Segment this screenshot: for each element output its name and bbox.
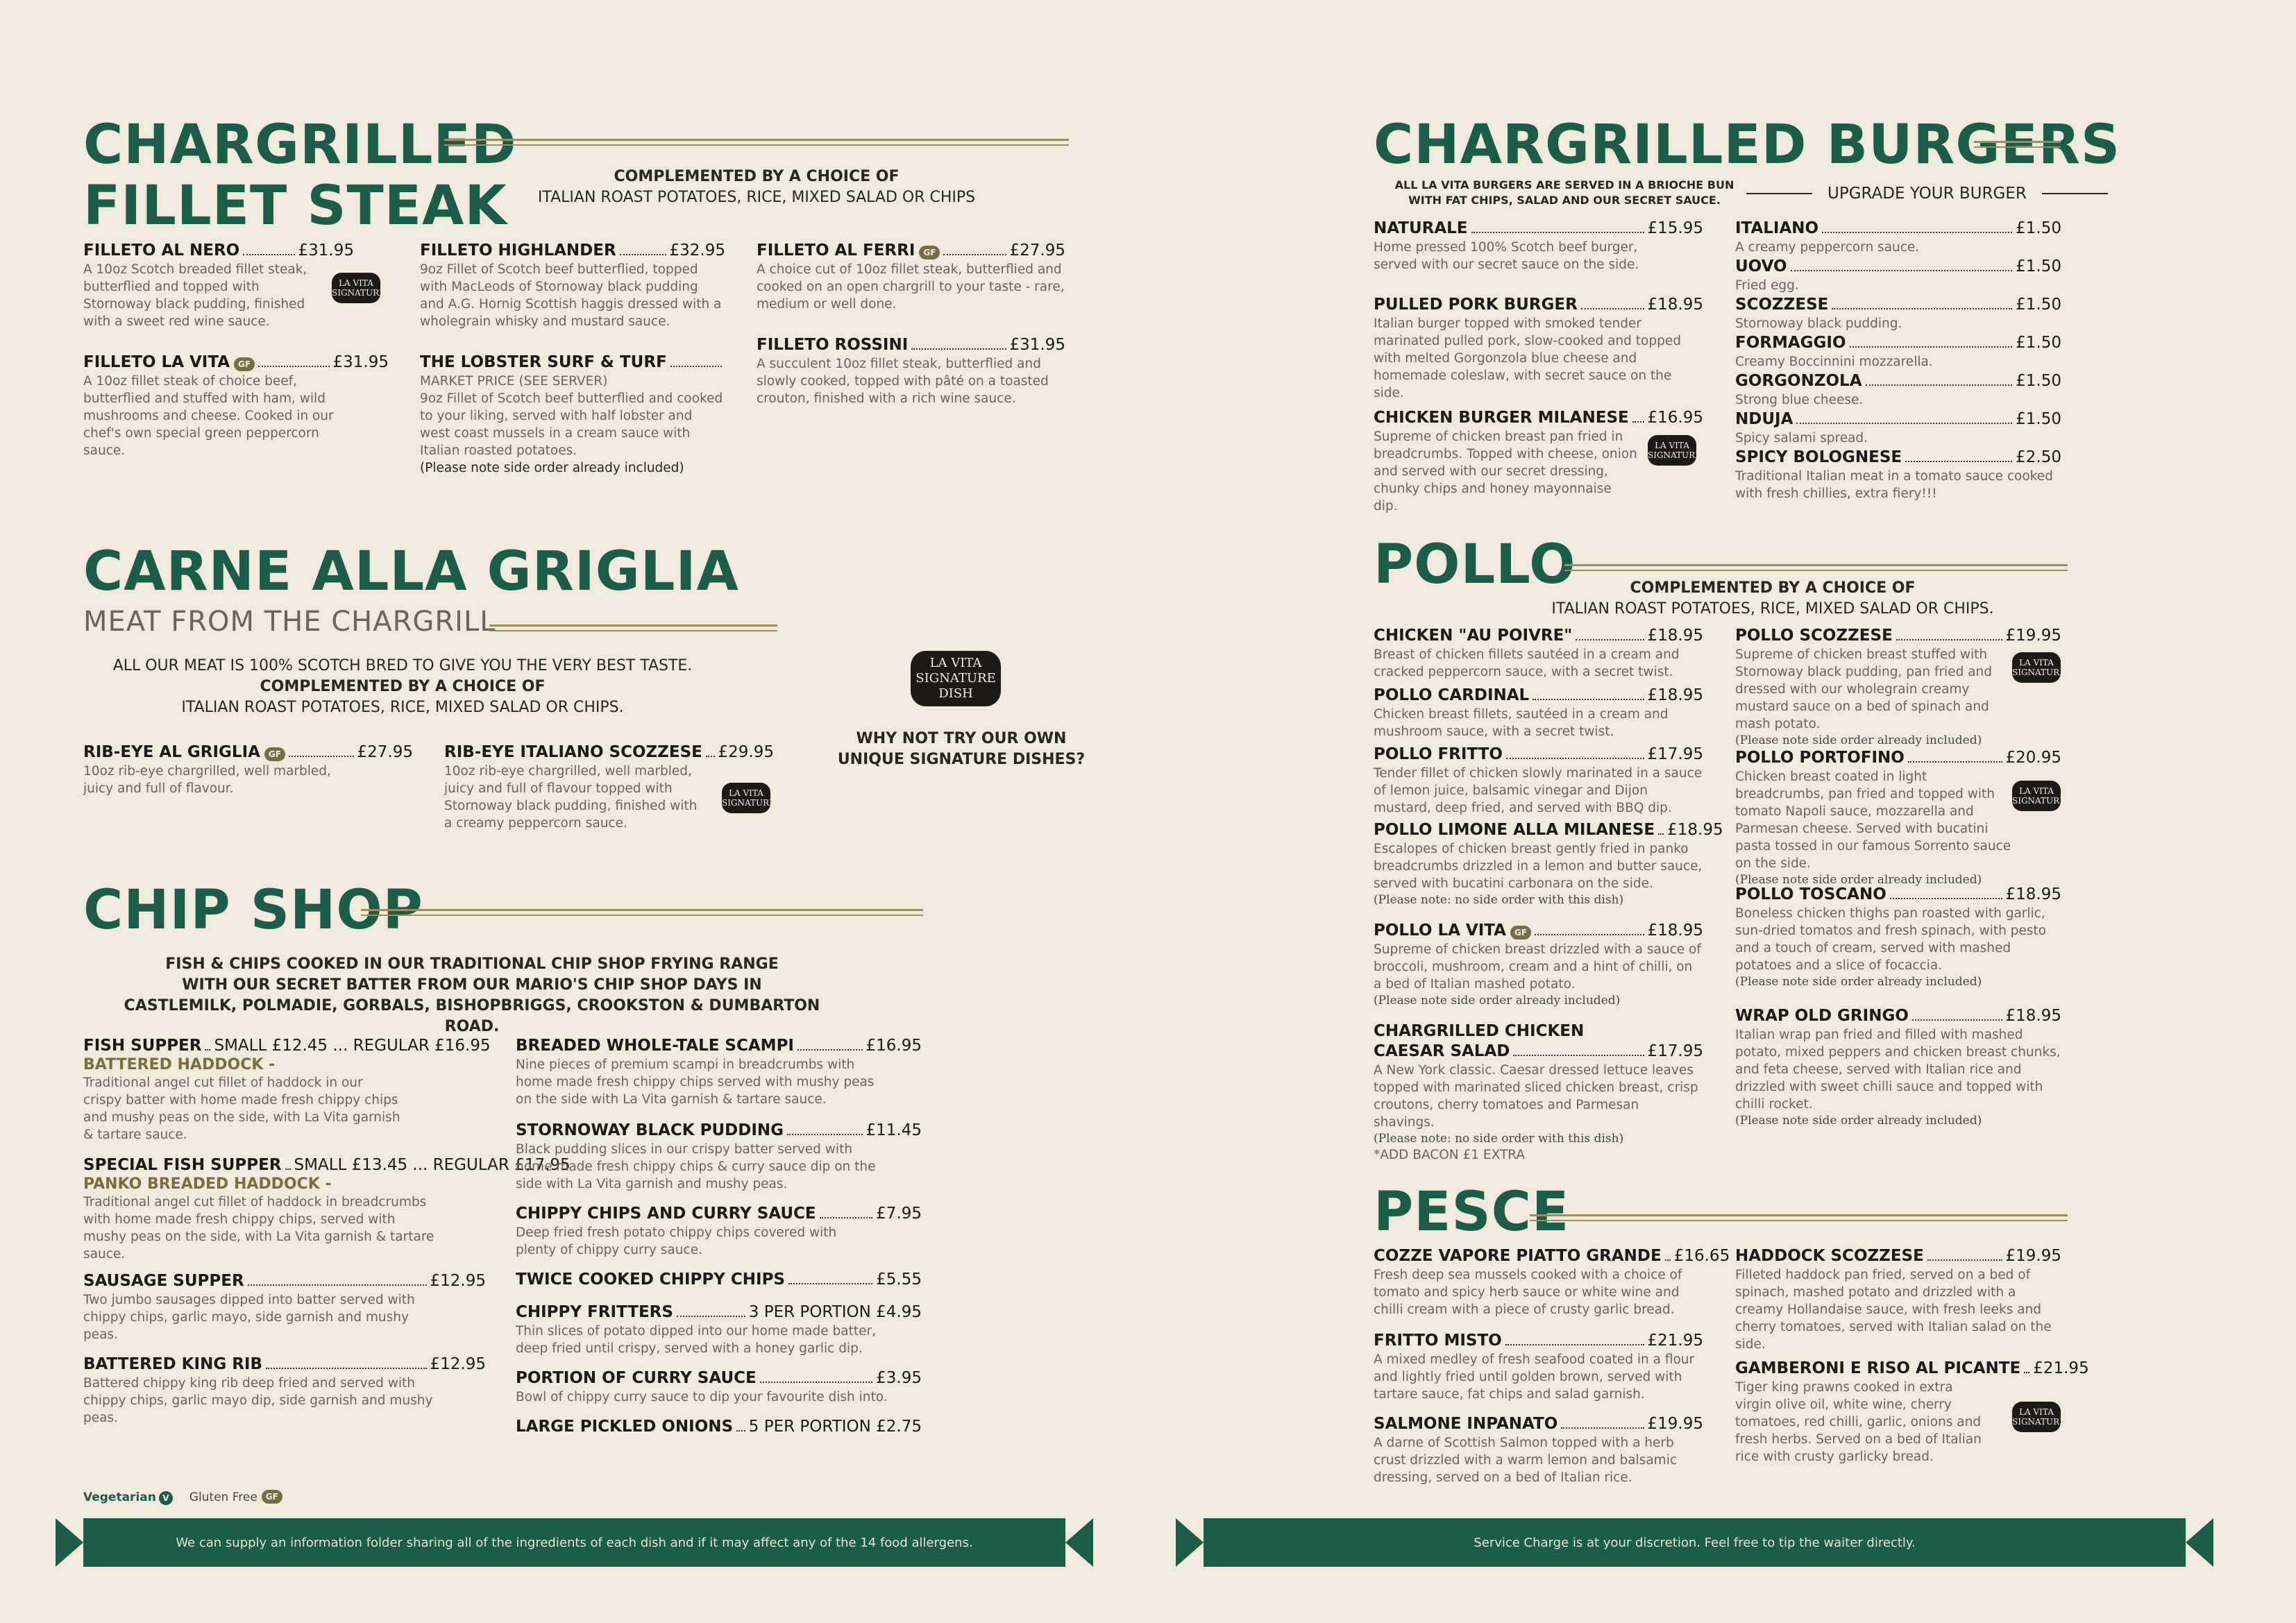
menu-item: POLLO SCOZZESE £19.95 Supreme of chicken breast stuffed with Stornoway black pudding, pan fried and dressed with our wholegrain creamy mustard sauce on a bed of spinach and mash potato. (Please note side order already included) <box>1735 627 2061 747</box>
menu-item: FILLETO LA VITA GF £31.95 A 10oz fillet steak of choice beef, butterflied and stuffed with ham, wild mushrooms and cheese. Cooked in our chef's own special green peppercorn sauce. <box>83 353 389 458</box>
right-page <box>1148 0 2296 1623</box>
menu-item: POLLO LIMONE ALLA MILANESE £18.95 Escalopes of chicken breast gently fried in panko breadcrumbs drizzled in a lemon and butter sauce, served with bucatini carbonara on the side. (Please note: no side order with this dish) <box>1374 821 1723 907</box>
upgrade-item: SPICY BOLOGNESE £2.50 Traditional Italian meat in a tomato sauce cooked with fresh chillies, extra fiery!!! <box>1735 448 2061 501</box>
dietary-legend: Vegetarian V Gluten Free GF <box>83 1490 282 1505</box>
section-title-steak: CHARGRILLED FILLET STEAK <box>83 114 517 237</box>
divider-rule <box>1564 561 2068 576</box>
upgrade-item: UOVO £1.50 Fried egg. <box>1735 257 2061 293</box>
menu-item: POLLO LA VITA GF £18.95 Supreme of chicken breast drizzled with a sauce of broccoli, mushroom, cream and a hint of chilli, on a bed of Italian mashed potato. (Please note side order already included) <box>1374 921 1703 1008</box>
upgrade-item: GORGONZOLA £1.50 Strong blue cheese. <box>1735 372 2061 407</box>
carne-subtitle: MEAT FROM THE CHARGRILL <box>83 606 496 638</box>
gluten-free-icon: GF <box>919 246 940 260</box>
menu-item: POLLO CARDINAL £18.95 Chicken breast fillets, sautéed in a cream and mushroom sauce, with a secret twist. <box>1374 686 1703 739</box>
signature-dish-badge: LA VITA SIGNATURE <box>2012 781 2061 811</box>
menu-item: RIB-EYE ITALIANO SCOZZESE £29.95 10oz rib-eye chargrilled, well marbled, juicy and full of flavour topped with Stornoway black pudding, finished with a creamy peppercorn sauce. <box>444 743 774 831</box>
menu-item: GAMBERONI E RISO AL PICANTE £21.95 Tiger king prawns cooked in extra virgin olive oil, white wine, cherry tomatoes, red chilli, garlic, onions and fresh herbs. Served on a bed of Italian rice with crusty garlicky bread. <box>1735 1359 2089 1464</box>
upgrade-item: ITALIANO £1.50 A creamy peppercorn sauce. <box>1735 219 2061 255</box>
signature-dish-badge: LA VITA SIGNATURE <box>722 783 770 813</box>
divider-rule <box>361 906 923 921</box>
menu-item: CHIPPY CHIPS AND CURRY SAUCE £7.95 Deep fried fresh potato chippy chips covered with plenty of chippy curry sauce. <box>516 1205 922 1257</box>
section-title-pollo: POLLO <box>1374 534 1576 596</box>
menu-item: THE LOBSTER SURF & TURF MARKET PRICE (SEE SERVER) 9oz Fillet of Scotch beef butterflied and cooked to your liking, served with half lobster and west coast mussels in a cream sauce with Italian roasted potatoes. (Please note side order already included) <box>420 353 723 475</box>
burger-info: ALL LA VITA BURGERS ARE SERVED IN A BRIOCHE BUN WITH FAT CHIPS, SALAD AND OUR SECRET SAUCE. <box>1394 178 1734 207</box>
carne-info: ALL OUR MEAT IS 100% SCOTCH BRED TO GIVE YOU THE VERY BEST TASTE. COMPLEMENTED BY A CHOICE OF ITALIAN ROAST POTATOES, RICE, MIXED SALAD OR CHIPS. <box>112 657 693 716</box>
gluten-free-icon: GF <box>262 1490 282 1504</box>
steak-complement: COMPLEMENTED BY A CHOICE OF ITALIAN ROAST POTATOES, RICE, MIXED SALAD OR CHIPS <box>537 168 976 206</box>
divider-rule <box>489 621 777 636</box>
gluten-free-icon: GF <box>234 357 255 371</box>
service-charge-banner: Service Charge is at your discretion. Feel free to tip the waiter directly. <box>1204 1518 2186 1567</box>
menu-item: WRAP OLD GRINGO £18.95 Italian wrap pan fried and filled with mashed potato, mixed peppers and chicken breast chunks, and feta cheese, served with Italian rice and drizzled with sweet chilli sauce and topped with chilli rocket. (Please note side order already included) <box>1735 1007 2061 1128</box>
upgrade-item: SCOZZESE £1.50 Stornoway black pudding. <box>1735 296 2061 331</box>
divider-rule <box>1530 1211 2068 1226</box>
divider-rule <box>444 135 1069 151</box>
signature-promo: WHY NOT TRY OUR OWN UNIQUE SIGNATURE DISHES? <box>837 730 1086 768</box>
section-title-chip-shop: CHIP SHOP <box>83 879 423 942</box>
menu-item: FILLETO AL NERO £31.95 A 10oz Scotch breaded fillet steak, butterflied and topped with Stornoway black pudding, finished with a sweet red wine sauce. <box>83 241 354 329</box>
menu-item: FILLETO ROSSINI £31.95 A succulent 10oz fillet steak, butterflied and slowly cooked, topped with pâté on a toasted crouton, finished with a rich wine sauce. <box>757 336 1065 406</box>
menu-item: COZZE VAPORE PIATTO GRANDE £16.65 Fresh deep sea mussels cooked with a choice of tomato and spicy herb sauce or white wine and chilli cream with a piece of crusty garlic bread. <box>1374 1247 1730 1317</box>
menu-item: RIB-EYE AL GRIGLIA GF £27.95 10oz rib-eye chargrilled, well marbled, juicy and full of flavour. <box>83 743 413 796</box>
menu-item: POLLO TOSCANO £18.95 Boneless chicken thighs pan roasted with garlic, sun-dried tomatos and fresh spinach, with pesto and a touch of cream, served with mashed potatoes and a slice of focaccia. (Please note side order already included) <box>1735 885 2061 989</box>
section-title-burgers: CHARGRILLED BURGERS <box>1374 114 2121 176</box>
menu-item: LARGE PICKLED ONIONS 5 PER PORTION £2.75 <box>516 1418 922 1436</box>
menu-item: PULLED PORK BURGER £18.95 Italian burger topped with smoked tender marinated pulled pork, slow-cooked and topped with melted Gorgonzola blue cheese and homemade coleslaw, with secret sauce on the side. <box>1374 296 1703 400</box>
menu-item: FISH SUPPER SMALL £12.45 ... REGULAR £16.95 BATTERED HADDOCK - Traditional angel cut fillet of haddock in our crispy batter with home made fresh chippy chips and mushy peas on the side, with La Vita garnish & tartare sauce. <box>83 1037 491 1142</box>
upgrade-item: NDUJA £1.50 Spicy salami spread. <box>1735 410 2061 445</box>
signature-dish-badge: LA VITA SIGNATURE <box>2012 1402 2061 1432</box>
allergen-banner: We can supply an information folder sharing all of the ingredients of each dish and if it may affect any of the 14 food allergens. <box>83 1518 1065 1567</box>
signature-dish-badge: LA VITA SIGNATURE <box>332 273 380 303</box>
menu-item: POLLO FRITTO £17.95 Tender fillet of chicken slowly marinated in a sauce of lemon juice, balsamic vinegar and Dijon mustard, deep fried, and served with BBQ dip. <box>1374 745 1703 815</box>
signature-dish-badge: LA VITA SIGNATURE DISH <box>911 651 1001 706</box>
signature-dish-badge: LA VITA SIGNATURE <box>2012 652 2061 683</box>
pollo-complement: COMPLEMENTED BY A CHOICE OF ITALIAN ROAST POTATOES, RICE, MIXED SALAD OR CHIPS. <box>1551 579 1994 618</box>
section-title-pesce: PESCE <box>1374 1181 1570 1243</box>
section-title-carne: CARNE ALLA GRIGLIA <box>83 541 739 603</box>
menu-item: BREADED WHOLE-TALE SCAMPI £16.95 Nine pieces of premium scampi in breadcrumbs with home made fresh chippy chips served with mushy peas on the side with La Vita garnish & tartare sauce. <box>516 1037 922 1107</box>
menu-item: STORNOWAY BLACK PUDDING £11.45 Black pudding slices in our crispy batter served with home made fresh chippy chips & curry sauce dip on the side with La Vita garnish and mushy peas. <box>516 1121 922 1191</box>
menu-item: SPECIAL FISH SUPPER SMALL £13.45 ... REGULAR £17.95 PANKO BREADED HADDOCK - Traditional angel cut fillet of haddock in breadcrumbs with home made fresh chippy chips, served with mushy peas on the side, with La Vita garnish & tartare sauce. <box>83 1156 571 1261</box>
menu-item: CHICKEN BURGER MILANESE £16.95 Supreme of chicken breast pan fried in breadcrumbs. Topped with cheese, onion and served with our secret dressing, chunky chips and honey mayonnaise dip. <box>1374 409 1703 513</box>
menu-item: PORTION OF CURRY SAUCE £3.95 Bowl of chippy curry sauce to dip your favourite dish into. <box>516 1369 922 1404</box>
menu-item: SALMONE INPANATO £19.95 A darne of Scottish Salmon topped with a herb crust drizzled with a warm lemon and balsamic dressing, served on a bed of Italian rice. <box>1374 1415 1703 1485</box>
divider-rule <box>1974 137 2061 153</box>
upgrade-header: UPGRADE YOUR BURGER <box>1731 185 2123 203</box>
menu-item: SAUSAGE SUPPER £12.95 Two jumbo sausages dipped into batter served with chippy chips, garlic mayo, side garnish and mushy peas. <box>83 1272 486 1342</box>
vegetarian-icon: V <box>159 1491 173 1505</box>
chip-shop-info: FISH & CHIPS COOKED IN OUR TRADITIONAL CHIP SHOP FRYING RANGE WITH OUR SECRET BATTER FROM OUR MARIO'S CHIP SHOP DAYS IN CASTLEMILK, POLMADIE, GORBALS, BISHOPBRIGGS, CROOKSTON & DUMBARTON ROAD. <box>124 955 820 1035</box>
menu-item: TWICE COOKED CHIPPY CHIPS £5.55 <box>516 1271 922 1289</box>
signature-dish-badge: LA VITA SIGNATURE <box>1648 435 1696 466</box>
upgrade-item: FORMAGGIO £1.50 Creamy Boccinnini mozzarella. <box>1735 334 2061 369</box>
menu-item: FILLETO HIGHLANDER £32.95 9oz Fillet of Scotch beef butterflied, topped with MacLeods of Stornoway black pudding and A.G. Hornig Scottish haggis dressed with a wholegrain whisky and mustard sauce. <box>420 241 725 329</box>
menu-item: BATTERED KING RIB £12.95 Battered chippy king rib deep fried and served with chippy chips, garlic mayo dip, side garnish and mushy peas. <box>83 1355 486 1425</box>
menu-item: HADDOCK SCOZZESE £19.95 Filleted haddock pan fried, served on a bed of spinach, mashed potato and drizzled with a creamy Hollandaise sauce, with fresh leeks and cherry tomatoes, served with Italian salad on the side. <box>1735 1247 2061 1352</box>
menu-item: CHICKEN "AU POIVRE" £18.95 Breast of chicken fillets sautéed in a cream and cracked peppercorn sauce, with a secret twist. <box>1374 627 1703 679</box>
menu-item: CHIPPY FRITTERS 3 PER PORTION £4.95 Thin slices of potato dipped into our home made batter, deep fried until crispy, served with a honey garlic dip. <box>516 1303 922 1356</box>
menu-item: FILLETO AL FERRI GF £27.95 A choice cut of 10oz fillet steak, butterflied and cooked on an open chargrill to your taste - rare, medium or well done. <box>757 241 1065 312</box>
gluten-free-icon: GF <box>1510 926 1531 940</box>
gluten-free-icon: GF <box>264 747 285 761</box>
menu-item: NATURALE £15.95 Home pressed 100% Scotch beef burger, served with our secret sauce on the side. <box>1374 219 1703 272</box>
menu-item: FRITTO MISTO £21.95 A mixed medley of fresh seafood coated in a flour and lightly fried until golden brown, served with tartare sauce, fat chips and salad garnish. <box>1374 1332 1703 1402</box>
menu-item: CHARGRILLED CHICKEN CAESAR SALAD £17.95 A New York classic. Caesar dressed lettuce leaves topped with marinated sliced chicken breast, crisp croutons, cherry tomatoes and Parmesan shavings. (Please note: no side order with this dish) *ADD BACON £1 EXTRA <box>1374 1022 1703 1162</box>
menu-item: POLLO PORTOFINO £20.95 Chicken breast coated in light breadcrumbs, pan fried and topped with tomato Napoli sauce, mozzarella and Parmesan cheese. Served with bucatini pasta tossed in our famous Sorrento sauce on the side. (Please note side order already included) <box>1735 749 2061 887</box>
